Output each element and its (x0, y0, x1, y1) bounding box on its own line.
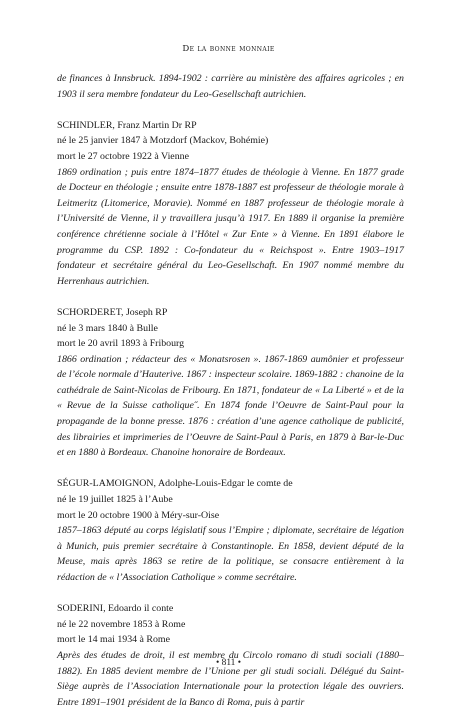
entry-birth: né le 25 janvier 1847 à Motzdorf (Mackov, Bohémie) (57, 135, 269, 147)
page-body (57, 71, 404, 710)
biography-entry-schindler (57, 118, 404, 290)
entry-name: SÉGUR-LAMOIGNON, Adolphe-Louis-Edgar le comte de (57, 478, 293, 490)
entry-birth: né le 3 mars 1840 à Bulle (57, 322, 158, 334)
running-head: De la bonne monnaie (182, 44, 275, 54)
biography-entry-soderini (57, 601, 404, 710)
entry-name: SCHINDLER, Franz Martin Dr RP (57, 119, 197, 131)
entry-biography: 1869 ordination ; puis entre 1874–1877 études de théologie à Vienne. En 1877 grade de Docteur en théologie ; ensuite entre 1878-1887 est professeur de théologie morale à Leitmeritz (Litomerice, Moravie). Nommé en 1887 professeur de théologie morale à l’Université de Vienne, il y travaillera jusqu’à 1917. En 1889 il organise la première conférence chrétienne sociale à l’Hôtel « Zur Ente » à Vienne. En 1891 élabore le programme du CSP. 1892 : Co-fondateur du « Reichspost ». Entre 1903–1917 fondateur et secrétaire général du Leo-Gesellschaft. En 1907 nommé membre du Herrenhaus autrichien. (57, 166, 404, 287)
entry-name: SCHORDERET, Joseph RP (57, 306, 168, 318)
entry-name: SODERINI, Edoardo il conte (57, 603, 174, 615)
entry-death: mort le 14 mai 1934 à Rome (57, 634, 170, 646)
entry-biography: 1866 ordination ; rédacteur des « Monatsrosen ». 1867-1869 aumônier et professeur de l’école normale d’Hauterive. 1867 : inspecteur scolaire. 1869-1882 : chanoine de la cathédrale de Saint-Nicolas de Fribourg. En 1871, fondateur de « La Liberté » et de la « Revue de la Suisse catholique˝. En 1874 fonde l’Oeuvre de Saint-Paul pour la propagande de la bonne presse. 1876 : création d’une agence catholique de publicité, des librairies et imprimeries de l’Oeuvre de Saint-Paul à Paris, en 1879 à Bar-le-Duc et en 1880 à Bordeaux. Chanoine honoraire de Bordeaux. (57, 353, 404, 459)
entry-death: mort le 20 octobre 1900 à Méry-sur-Oise (57, 509, 220, 521)
biography-entry-schorderet (57, 305, 404, 461)
entry-biography: 1857–1863 député au corps législatif sous l’Empire ; diplomate, secrétaire de légation à Munich, puis premier secrétaire à Constantinople. En 1858, devient député de la Meuse, mais après 1863 se retire de la politique, se consacre entièrement à la rédaction de « l’Association Catholique » comme secrétaire. (57, 525, 404, 583)
entry-birth: né le 19 juillet 1825 à l’Aube (57, 494, 173, 506)
biography-entry-segur-lamoignon (57, 476, 404, 585)
continuation-paragraph: de finances à Innsbruck. 1894-1902 : carrière au ministère des affaires agricoles ; en 1903 il sera membre fondateur du Leo-Gesellschaft autrichien. (57, 73, 404, 100)
entry-birth: né le 22 novembre 1853 à Rome (57, 618, 186, 630)
entry-biography: Après des études de droit, il est membre du Circolo romano di studi sociali (1880–1882). En 1885 devient membre de l’Unione per gli studi sociali. Délégué du Saint-Siège auprès de l’Association Internationale pour la protection légale des ouvriers. Entre 1891–1901 président de la Banco di Roma, puis à partir (57, 649, 404, 708)
entry-death: mort le 27 octobre 1922 à Vienne (57, 150, 189, 162)
page-number: • 811 • (216, 658, 241, 668)
entry-death: mort le 20 avril 1893 à Fribourg (57, 338, 185, 350)
